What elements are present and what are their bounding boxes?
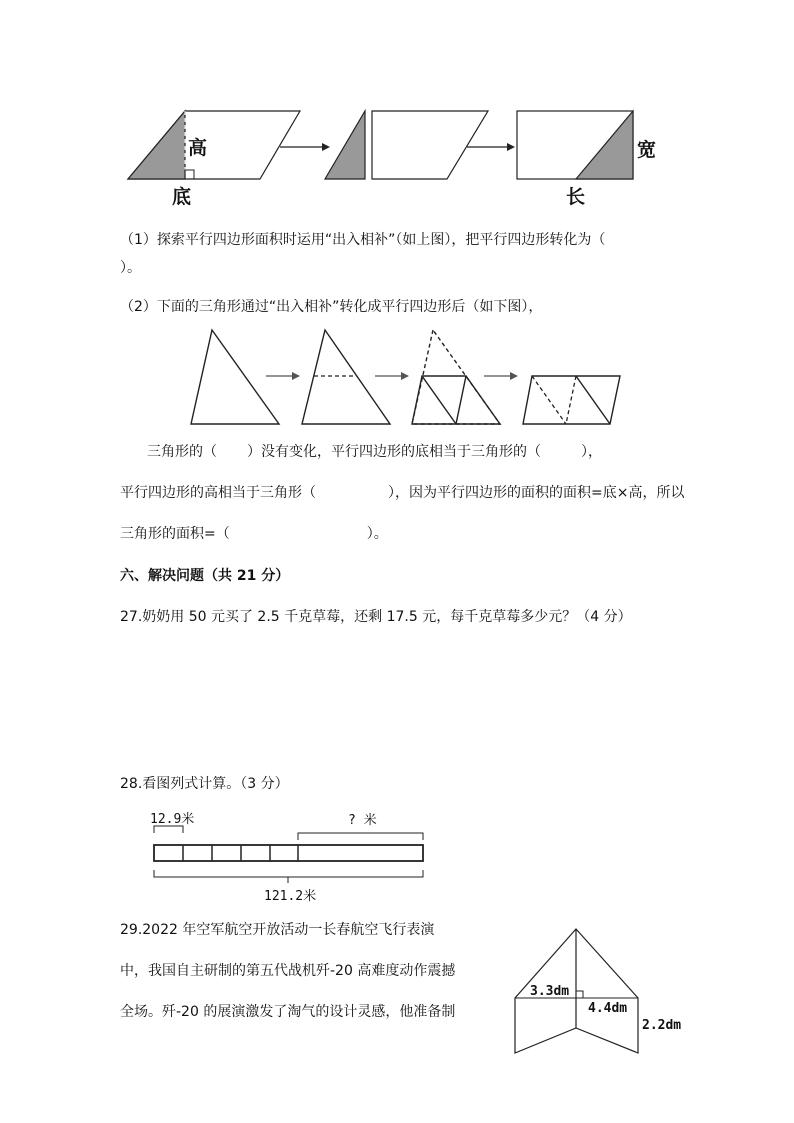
q29-line2: 中，我国自主研制的第五代战机歼-20 高难度动作震撼: [120, 963, 456, 979]
label-3-3dm: 3.3dm: [530, 984, 570, 999]
q2-fill-a-end: ），: [581, 444, 602, 460]
q2-fill-b-post: ），因为平行四边形的面积的面积=底×高，所以: [388, 485, 685, 501]
section6-heading: 六、解决问题（共 21 分）: [120, 568, 290, 584]
label-base: 底: [172, 186, 192, 208]
label-width: 宽: [637, 139, 657, 161]
right-angle-mark: [576, 991, 583, 998]
q27-text: 27.奶奶用 50 元买了 2.5 千克草莓，还剩 17.5 元，每千克草莓多少元？（4 分）: [120, 609, 632, 625]
q1-line2: ）。: [120, 260, 141, 276]
q29-line1: 29.2022 年空军航空开放活动一长春航空飞行表演: [120, 922, 435, 938]
q28-text: 28.看图列式计算。（3 分）: [120, 776, 289, 792]
q1-line1: （1）探索平行四边形面积时运用“出入相补”（如上图），把平行四边形转化为（: [120, 232, 606, 248]
label-segment: 12.9米: [150, 812, 195, 827]
label-height: 高: [188, 137, 208, 159]
label-total: 121.2米: [264, 889, 317, 904]
label-2-2dm: 2.2dm: [642, 1018, 682, 1033]
q2-line1: （2）下面的三角形通过“出入相补”转化成平行四边形后（如下图），: [120, 299, 543, 315]
q2-fill-a-post: ）没有变化，平行四边形的底相当于三角形的（: [247, 444, 541, 460]
label-length: 长: [566, 186, 586, 208]
q29-line3: 全场。歼-20 的展演激发了淘气的设计灵感，他准备制: [120, 1004, 456, 1020]
label-unknown: ? 米: [348, 813, 377, 828]
label-4-4dm: 4.4dm: [588, 1001, 628, 1016]
q2-fill-b-pre: 平行四边形的高相当于三角形（: [120, 485, 316, 501]
q2-fill-a-pre: 三角形的（: [147, 444, 217, 460]
q2-fill-c-pre: 三角形的面积=（: [120, 526, 230, 542]
q2-fill-c-post: ）。: [366, 526, 388, 542]
